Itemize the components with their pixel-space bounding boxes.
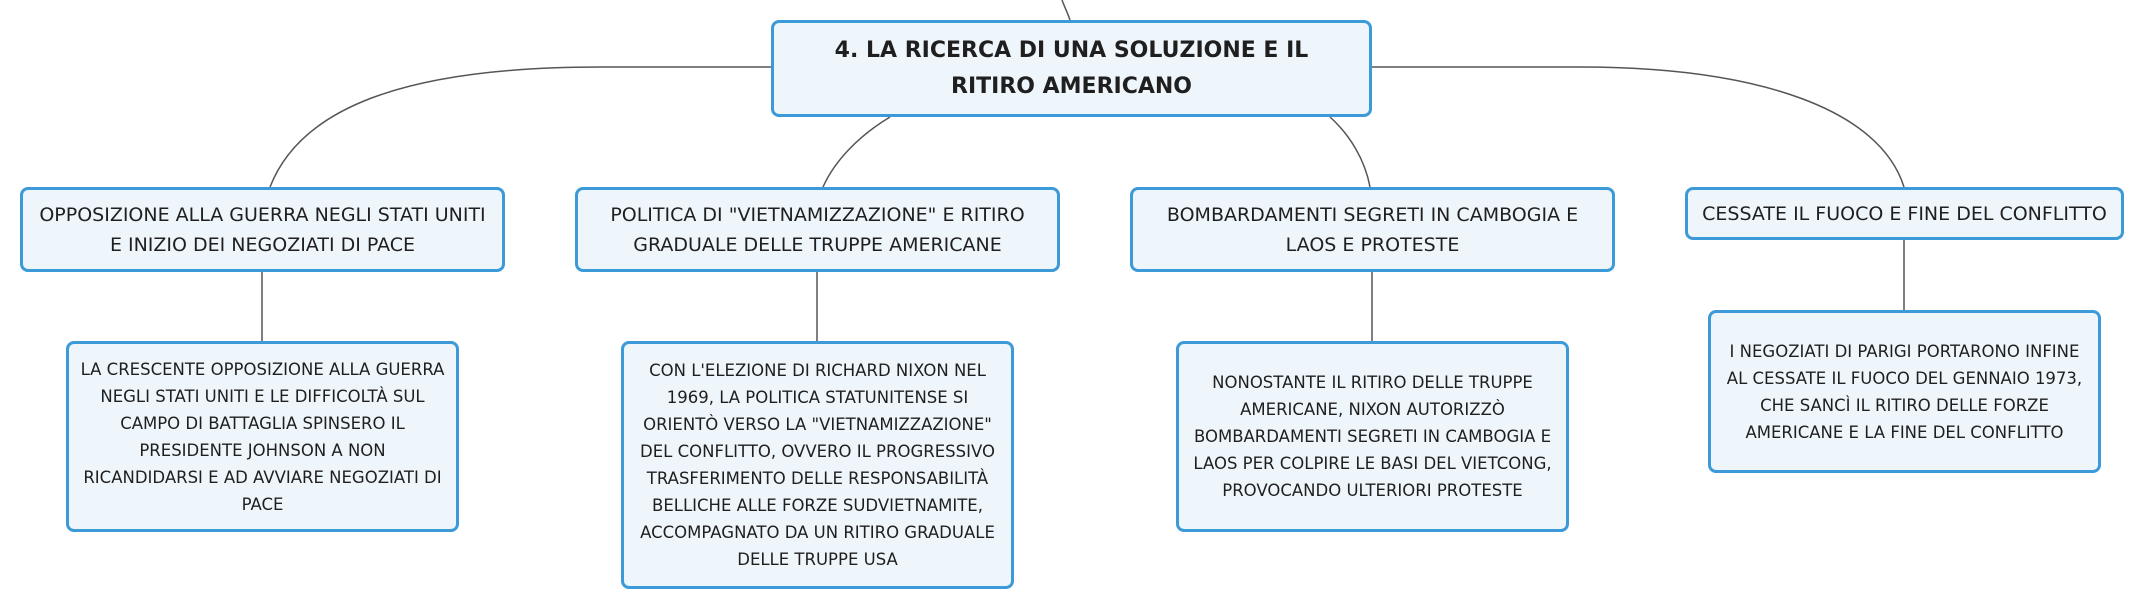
- detail-node-bombardamenti[interactable]: [1176, 341, 1569, 532]
- connector-root-topic-1: [270, 67, 771, 187]
- topic-title: CESSATE IL FUOCO E FINE DEL CONFLITTO: [1702, 202, 2107, 225]
- topic-title: OPPOSIZIONE ALLA GUERRA NEGLI STATI UNITI E INIZIO DEI NEGOZIATI DI PACE: [39, 203, 486, 256]
- topic-node-cessate-il-fuoco[interactable]: [1685, 187, 2124, 240]
- root-topic-node[interactable]: [771, 20, 1372, 117]
- root-topic-title: 4. LA RICERCA DI UNA SOLUZIONE E IL RITIRO AMERICANO: [834, 37, 1309, 99]
- topic-title: POLITICA DI "VIETNAMIZZAZIONE" E RITIRO GRADUALE DELLE TRUPPE AMERICANE: [610, 203, 1025, 256]
- connector-parent-root: [1062, 0, 1070, 20]
- topic-node-bombardamenti[interactable]: [1130, 187, 1615, 272]
- connector-root-topic-4: [1372, 67, 1904, 187]
- connector-root-topic-3: [1330, 117, 1370, 187]
- detail-text: NONOSTANTE IL RITIRO DELLE TRUPPE AMERICANE, NIXON AUTORIZZÒ BOMBARDAMENTI SEGRETI IN CAMBOGIA E LAOS PER COLPIRE LE BASI DEL VIETCONG, PROVOCANDO ULTERIORI PROTESTE: [1193, 373, 1552, 500]
- detail-text: I NEGOZIATI DI PARIGI PORTARONO INFINE AL CESSATE IL FUOCO DEL GENNAIO 1973, CHE SANCÌ IL RITIRO DELLE FORZE AMERICANE E LA FINE DEL CONFLITTO: [1726, 341, 2083, 442]
- detail-text: CON L'ELEZIONE DI RICHARD NIXON NEL 1969, LA POLITICA STATUNITENSE SI ORIENTÒ VERSO LA "VIETNAMIZZAZIONE" DEL CONFLITTO, OVVERO IL PROGRESSIVO TRASFERIMENTO DELLE RESPONSABILITÀ BELLICHE ALLE FORZE SUDVIETNAMITE, ACCOMPAGNATO DA UN RITIRO GRADUALE DELLE TRUPPE USA: [640, 361, 995, 569]
- connector-root-topic-2: [823, 117, 890, 187]
- topic-node-opposizione[interactable]: [20, 187, 505, 272]
- detail-text: LA CRESCENTE OPPOSIZIONE ALLA GUERRA NEGLI STATI UNITI E LE DIFFICOLTÀ SUL CAMPO DI BATTAGLIA SPINSERO IL PRESIDENTE JOHNSON A NON RICANDIDARSI E AD AVVIARE NEGOZIATI DI PACE: [80, 359, 445, 514]
- detail-node-cessate-il-fuoco[interactable]: [1708, 310, 2101, 473]
- topic-node-vietnamizzazione[interactable]: [575, 187, 1060, 272]
- detail-node-vietnamizzazione[interactable]: [621, 341, 1014, 589]
- detail-node-opposizione[interactable]: [66, 341, 459, 532]
- topic-title: BOMBARDAMENTI SEGRETI IN CAMBOGIA E LAOS E PROTESTE: [1166, 203, 1579, 256]
